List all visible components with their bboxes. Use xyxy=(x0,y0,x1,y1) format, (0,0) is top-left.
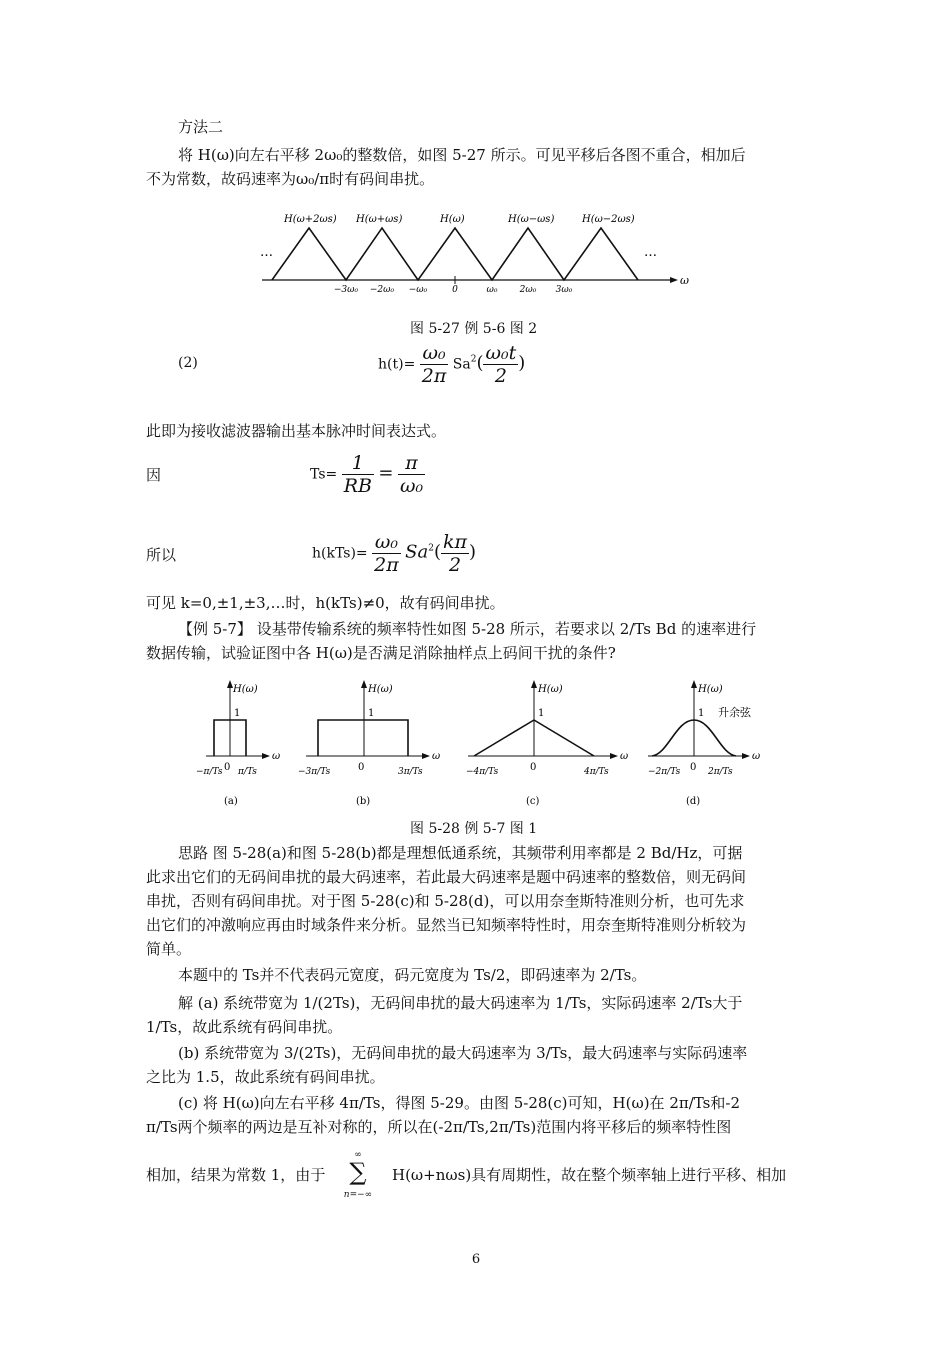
fig528c-zero: 0 xyxy=(530,762,537,773)
paragraph-line: 此求出它们的无码间串扰的最大码速率，若此最大码速率是题中码速率的整数倍，则无码间 xyxy=(146,868,747,886)
fig527-label: H(ω−2ωs) xyxy=(582,214,635,225)
fig528a-ylabel: H(ω) xyxy=(233,684,258,695)
paragraph-line: 串扰，否则有码间串扰。对于图 5-28(c)和 5-28(d)，可以用奈奎斯特准则分析，也可先求 xyxy=(146,892,745,910)
eq2-num: ω₀ xyxy=(420,342,449,365)
eq-ts-den2: ω₀ xyxy=(399,475,424,497)
fig528d-axis: ω xyxy=(752,751,761,762)
fig527-dots-right: … xyxy=(644,245,657,260)
paragraph-line: 解 (a) 系统带宽为 1/(2Ts)，无码间串扰的最大码速率为 1/Ts，实际码速率 2/Ts大于 xyxy=(178,994,743,1012)
fig527-dots-left: … xyxy=(260,245,273,260)
eq-h-sq: 2 xyxy=(428,543,434,554)
eq-h-arg-num: kπ xyxy=(442,531,467,553)
paragraph-line: 此即为接收滤波器输出基本脉冲时间表达式。 xyxy=(146,422,447,440)
example-line: 【例 5-7】 设基带传输系统的频率特性如图 5-28 所示，若要求以 2/Ts Bd 的速率进行 xyxy=(178,620,757,638)
eq2-label: (2) xyxy=(178,355,198,371)
fig528d-tick: 2π/Ts xyxy=(708,767,733,777)
fig528a-sublabel: (a) xyxy=(224,796,238,807)
paragraph-line: 不为常数，故码速率为ω₀/π时有码间串扰。 xyxy=(146,170,435,188)
fig528a-one: 1 xyxy=(234,708,241,719)
eq-ts-den1: RB xyxy=(343,475,372,497)
fig527-top-labels xyxy=(283,214,635,225)
fig528a-zero: 0 xyxy=(224,762,231,773)
eq-h-arg-den: 2 xyxy=(448,554,462,576)
fig528a-axis: ω xyxy=(272,751,281,762)
fig528b-sublabel: (b) xyxy=(356,796,371,807)
eq-ts-label: 因 xyxy=(146,466,162,484)
fig528b-rect xyxy=(318,720,408,756)
paragraph-line: (b) 系统带宽为 3/(2Ts)，无码间串扰的最大码速率为 3/Ts，最大码速率与实际码速率 xyxy=(178,1044,748,1062)
paragraph-line: 本题中的 Ts并不代表码元宽度，码元宽度为 Ts/2，即码速率为 2/Ts。 xyxy=(178,966,647,984)
fig528-caption: 图 5-28 例 5-7 图 1 xyxy=(410,821,538,837)
paragraph-line: 出它们的冲激响应再由时域条件来分析。显然当已知频率特性时，用奈奎斯特准则分析较为 xyxy=(146,916,747,934)
fig527-tick: ω₀ xyxy=(486,285,498,295)
eq-ts-eq: = xyxy=(378,462,394,484)
fig528d-tick: −2π/Ts xyxy=(648,767,681,777)
paragraph-line: 可见 k=0,±1,±3,…时，h(kTs)≠0，故有码间串扰。 xyxy=(146,594,505,612)
fig528c-sublabel: (c) xyxy=(526,796,540,807)
paragraph-line: π/Ts两个频率的两边是互补对称的，所以在(-2π/Ts,2π/Ts)范围内将平移后的频率特性图 xyxy=(146,1118,732,1136)
eq-h-den: 2π xyxy=(374,554,399,576)
fig528c-ylabel: H(ω) xyxy=(538,684,563,695)
paragraph-line: 之比为 1.5，故此系统有码间串扰。 xyxy=(146,1068,385,1086)
fig527-label: H(ω−ωs) xyxy=(508,214,555,225)
figure-5-27 xyxy=(250,204,710,304)
fig527-label: H(ω+2ωs) xyxy=(284,214,337,225)
eq2-arg-den: 2 xyxy=(494,365,507,387)
fig528d-sublabel: (d) xyxy=(686,796,701,807)
fig528c-axis: ω xyxy=(620,751,629,762)
fig528b-ylabel: H(ω) xyxy=(368,684,393,695)
fig527-tick: −ω₀ xyxy=(408,285,428,295)
paragraph-line: H(ω+nωs)具有周期性，故在整个频率轴上进行平移、相加 xyxy=(392,1166,787,1184)
eq2-func: Sa xyxy=(452,356,471,373)
fig527-tick: −2ω₀ xyxy=(369,285,395,295)
fig527-caption: 图 5-27 例 5-6 图 2 xyxy=(410,321,538,337)
eq-ts-num2: π xyxy=(398,452,425,475)
fig527-label: H(ω) xyxy=(440,214,465,225)
paragraph-line: (c) 将 H(ω)向左右平移 4π/Ts，得图 5-29。由图 5-28(c)可知，H(ω)在 2π/Ts和-2 xyxy=(178,1094,740,1112)
paragraph-line: 相加，结果为常数 1，由于 xyxy=(146,1166,326,1184)
figure-5-28 xyxy=(186,678,766,810)
fig528c-tick: −4π/Ts xyxy=(466,767,499,777)
fig527-tick: 3ω₀ xyxy=(555,285,573,295)
fig527-tick: 2ω₀ xyxy=(519,285,537,295)
sum-symbol: ∑ xyxy=(349,1158,367,1186)
example-line: 数据传输，试验证图中各 H(ω)是否满足消除抽样点上码间干扰的条件? xyxy=(146,644,616,662)
eq2-den: 2π xyxy=(421,365,447,387)
paragraph-line: 1/Ts，故此系统有码间串扰。 xyxy=(146,1018,343,1036)
fig528c-tick: 4π/Ts xyxy=(584,767,609,777)
sum-top: ∞ xyxy=(354,1150,362,1160)
fig527-label: H(ω+ωs) xyxy=(356,214,403,225)
fig528c-one: 1 xyxy=(538,708,545,719)
sum-bottom: n=−∞ xyxy=(343,1190,373,1200)
fig528d-one: 1 xyxy=(698,708,705,719)
eq-ts-lhs: Ts= xyxy=(310,466,338,483)
fig528d-zero: 0 xyxy=(690,762,697,773)
eq-h: h(kTs)= $\frac{\text{ω₀}}{2\pi}$ Sa$^2$( $\frac{k\pi}{2}$ ) xyxy=(312,531,477,576)
eq-ts-num1: 1 xyxy=(342,452,374,475)
paragraph-line: 将 H(ω)向左右平移 2ω₀的整数倍，如图 5-27 所示。可见平移后各图不重合，相加后 xyxy=(178,146,746,164)
fig528b-zero: 0 xyxy=(358,762,365,773)
fig528b-one: 1 xyxy=(368,708,375,719)
fig527-axis-label: ω xyxy=(680,274,689,287)
method-title: 方法二 xyxy=(178,118,224,136)
fig528b-tick: −3π/Ts xyxy=(298,767,331,777)
fig527-tick: −3ω₀ xyxy=(333,285,359,295)
page-number: 6 xyxy=(471,1252,481,1267)
eq-h-label: 所以 xyxy=(146,546,177,564)
fig528d-ylabel: H(ω) xyxy=(698,684,723,695)
eq-ts xyxy=(310,452,425,497)
eq2-arg-num: ω₀t xyxy=(485,342,517,364)
eq-h-func: Sa xyxy=(405,541,429,563)
eq-h-lhs: h(kTs)= xyxy=(312,545,368,562)
eq2-sq: 2 xyxy=(470,354,477,365)
fig528d-note: 升余弦 xyxy=(718,706,751,719)
paragraph-line: 简单。 xyxy=(146,940,192,958)
fig527-triangles xyxy=(272,228,638,280)
eq-h-num: ω₀ xyxy=(372,531,401,554)
fig528a-tick: π/Ts xyxy=(238,767,257,777)
fig528b-tick: 3π/Ts xyxy=(398,767,423,777)
fig527-tick: 0 xyxy=(452,285,458,295)
fig528b-axis: ω xyxy=(432,751,441,762)
eq2-lhs: h(t)= xyxy=(378,356,416,373)
eq2: h(t)= $\frac{\text{ω₀}}{2\pi}$ Sa$^2$( $\frac{\text{ω₀t}}{2}$ ) xyxy=(378,342,526,387)
fig528a-tick: −π/Ts xyxy=(196,767,223,777)
paragraph-line: 思路 图 5-28(a)和图 5-28(b)都是理想低通系统，其频带利用率都是 2 Bd/Hz，可据 xyxy=(178,844,743,862)
